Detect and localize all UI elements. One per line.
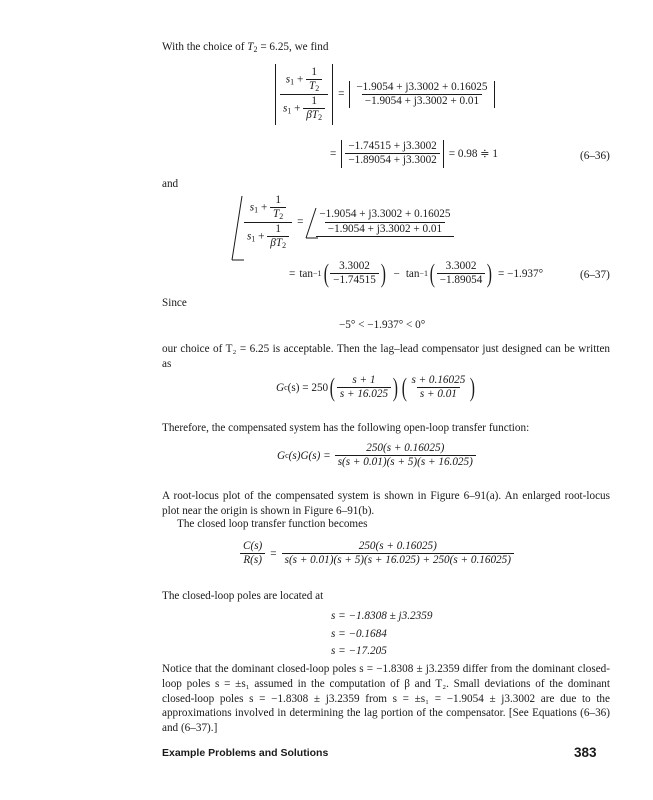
angle-rhs-frac	[316, 208, 453, 237]
cr-num: 250(s + 0.16025)	[358, 540, 437, 552]
paren-open-2: (	[429, 258, 435, 288]
angle-inner-1	[270, 194, 286, 222]
lhs-frac	[280, 66, 328, 123]
eq-closed-loop	[240, 540, 514, 568]
para-choice: our choice of T₂ = 6.25 is acceptable. Then the lag–lead compensator just designed can be written as	[162, 343, 610, 370]
angle-one-2: 1	[275, 223, 281, 236]
tan-2-sup: −1	[419, 268, 429, 278]
s1-den-sub: 1	[287, 106, 292, 116]
gc-frac-1	[337, 374, 391, 402]
angle-plus-den: +	[255, 230, 268, 243]
lhs-den	[280, 94, 328, 123]
equals: =	[338, 88, 345, 101]
inner-den-1	[306, 79, 322, 94]
gc-lhs-sub: c	[284, 382, 288, 392]
gcg-den: s(s + 0.01)(s + 5)(s + 16.025)	[335, 455, 476, 469]
equals-2: =	[330, 147, 337, 160]
tan2-num: 3.3002	[445, 260, 477, 272]
para-closed: The closed loop transfer function becomes	[177, 518, 368, 530]
magnitude-rhs2	[341, 140, 443, 168]
angle-s1-den: s	[247, 230, 252, 243]
para-therefore: Therefore, the compensated system has the following open-loop transfer function:	[162, 422, 530, 434]
gc-f1-den: s + 16.025	[337, 387, 391, 401]
tan-1-sup: −1	[312, 268, 322, 278]
angle-rhs-num: −1.9054 + j3.3002 + 0.16025	[319, 208, 451, 221]
gc-f1-num: s + 1	[352, 374, 376, 386]
eq-gc	[276, 374, 477, 402]
tan1-num: 3.3002	[339, 260, 370, 272]
tan2-den: −1.89054	[437, 273, 486, 287]
gcg-num: 250(s + 0.16025)	[366, 442, 445, 454]
angle-rhs	[308, 208, 453, 237]
cr-lhs-frac	[240, 540, 265, 568]
angle-symbol-icon	[230, 194, 244, 264]
tan1-den: −1.74515	[330, 273, 379, 287]
footer-section-title: Example Problems and Solutions	[162, 747, 329, 759]
angle-symbol-icon-2	[304, 206, 318, 240]
t2-sub: 2	[315, 84, 320, 94]
angle-equals: =	[297, 216, 304, 229]
gc-paren-open-2: (	[401, 372, 407, 402]
tan1-frac	[330, 260, 379, 288]
and-text: and	[162, 178, 179, 190]
gc-frac-2	[408, 374, 468, 402]
para-notice: Notice that the dominant closed-loop poles s = −1.8308 ± j3.2359 differ from the dominant closed-loop poles s = ±s₁ assumed in the computation of β and T₂. Small deviations of the dominant closed-loop poles s = −1.8308 ± j3.2359 from s = ±s₁ = −1.9054 ± j3.3002 are due to the approximations involved in determining the lag portion of the compensator. [See Equations (6–36) and (6–37).]	[162, 663, 610, 735]
angle-t2: T	[273, 208, 280, 221]
eq-number-6-37: (6–37)	[580, 269, 610, 281]
tan2-frac	[437, 260, 486, 288]
since-text: Since	[162, 297, 187, 309]
paren-open-1: (	[323, 258, 329, 288]
rhs-frac	[353, 81, 490, 109]
angle-lhs-den	[244, 222, 292, 251]
magnitude-result: = 0.98 ≑ 1	[448, 147, 499, 160]
tan-2: tan	[405, 267, 420, 280]
one: 1	[311, 66, 317, 78]
intro-var-sub: 2	[253, 45, 258, 54]
angle-result: = −1.937°	[498, 267, 544, 280]
cr-den: s(s + 0.01)(s + 5)(s + 16.025) + 250(s + 0.16025)	[282, 553, 514, 567]
inner-den-2	[303, 108, 325, 123]
eq-angle-line1	[234, 194, 454, 251]
intro-text: With the choice of	[162, 41, 245, 53]
gcg-frac	[335, 442, 476, 470]
para-poles: The closed-loop poles are located at	[162, 590, 324, 602]
plus-den: +	[291, 102, 304, 115]
gc-lhs: G	[276, 381, 285, 394]
page-number: 383	[574, 745, 597, 760]
angle-s1: s	[249, 201, 255, 214]
angle-plus: +	[258, 201, 271, 214]
line2-num: −1.74515 + j3.3002	[348, 140, 437, 152]
para-rootlocus: A root-locus plot of the compensated system is shown in Figure 6–91(a). An enlarged root-locus plot near the origin is shown in Figure 6–91(b).	[162, 490, 610, 517]
angle-s1-den-sub: 1	[251, 234, 256, 244]
angle-beta-t-sub: 2	[282, 241, 287, 251]
tan-1: tan	[299, 267, 313, 280]
angle-lhs	[234, 194, 292, 251]
angle-one: 1	[275, 194, 281, 206]
inequality: −5° < −1.937° < 0°	[339, 319, 426, 331]
angle-rhs-den: −1.9054 + j3.3002 + 0.01	[325, 222, 445, 236]
gc-f2-den: s + 0.01	[417, 387, 460, 401]
line2-den: −1.89054 + j3.3002	[345, 153, 439, 167]
gcg-lhs: G	[277, 449, 286, 462]
t2: T	[309, 80, 316, 93]
angle-inner-2	[267, 223, 289, 251]
cr-lhs-den: R(s)	[240, 553, 265, 567]
gc-paren-close-1: )	[392, 372, 399, 402]
gc-paren-open-1: (	[329, 372, 336, 402]
angle-lhs-frac	[244, 194, 292, 251]
rhs-num: −1.9054 + j3.3002 + 0.16025	[356, 80, 488, 93]
rhs-den: −1.9054 + j3.3002 + 0.01	[362, 94, 482, 108]
angle-t2-sub: 2	[279, 212, 284, 222]
eq-magnitude-line2	[330, 140, 498, 168]
pole-1: s = −1.8308 ± j3.2359	[331, 610, 433, 622]
magnitude-lhs	[275, 64, 333, 125]
paren-close-2: )	[487, 258, 493, 288]
angle-inner-den-2	[267, 236, 289, 251]
eq-magnitude-line1	[275, 64, 495, 125]
eq-open-loop	[277, 442, 476, 470]
angle-lhs-num	[247, 194, 290, 222]
angle-minus: −	[393, 267, 400, 280]
inner-frac-1	[306, 66, 322, 94]
intro-line	[162, 40, 328, 56]
magnitude-rhs	[349, 81, 494, 109]
cr-lhs-num: C(s)	[243, 540, 263, 552]
angle-beta-t: βT	[270, 237, 283, 250]
intro-var: T	[247, 41, 254, 53]
gc-f2-num: s + 0.16025	[411, 374, 466, 386]
plus: +	[294, 73, 307, 86]
beta-t-sub: 2	[318, 113, 323, 123]
gcg-lhs-rest: (s)G(s) =	[288, 449, 331, 462]
paren-close-1: )	[380, 258, 386, 288]
eq-angle-line2	[289, 260, 543, 288]
one-2: 1	[311, 95, 317, 108]
s1: s	[285, 73, 291, 86]
intro-value: = 6.25, we find	[257, 41, 329, 53]
cr-rhs-frac	[282, 540, 514, 568]
gc-paren-close-2: )	[470, 372, 476, 402]
gcg-lhs-sub: c	[285, 450, 289, 460]
rhs2-frac	[345, 140, 439, 168]
pole-2: s = −0.1684	[331, 628, 387, 640]
inner-frac-2	[303, 95, 325, 123]
gc-lhs-arg: (s) = 250	[287, 381, 329, 394]
angle-inner-den-1	[270, 207, 286, 222]
s1-sub: 1	[290, 77, 295, 87]
angle-eq2: =	[289, 267, 296, 280]
beta-t: βT	[306, 109, 319, 122]
cr-equals: =	[270, 547, 277, 560]
lhs-num	[283, 66, 326, 94]
pole-3: s = −17.205	[331, 645, 387, 657]
angle-s1-sub: 1	[254, 205, 259, 215]
eq-number-6-36: (6–36)	[580, 150, 610, 162]
s1-den: s	[283, 102, 288, 115]
